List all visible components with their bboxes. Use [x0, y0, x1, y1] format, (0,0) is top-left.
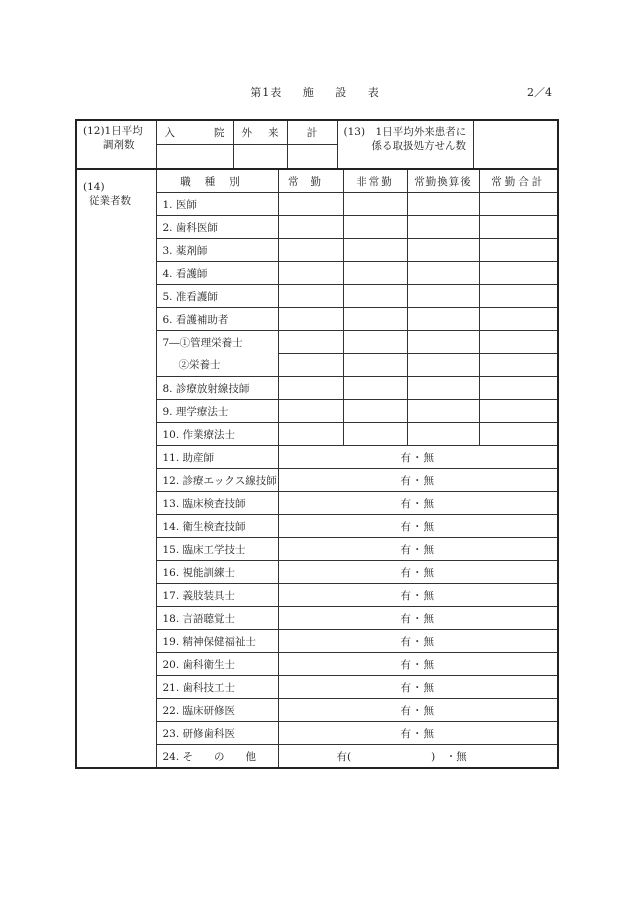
prescription-table: [75, 119, 559, 170]
table-row: 14. 衛生検査技師 有・無: [76, 515, 558, 538]
table-row: ②栄養士: [76, 354, 558, 377]
table-row: 11. 助産師 有・無: [76, 446, 558, 469]
table-row: 18. 言語聴覚士 有・無: [76, 607, 558, 630]
table-row: 3. 薬剤師: [76, 239, 558, 262]
table-row: 13. 臨床検査技師 有・無: [76, 492, 558, 515]
inpatient-value-cell[interactable]: [156, 145, 233, 170]
table-row: 24. そ の 他 有( ) ・無: [76, 745, 558, 769]
table-row: 16. 視能訓練士 有・無: [76, 561, 558, 584]
table-row: 19. 精神保健福祉士 有・無: [76, 630, 558, 653]
table-row: 9. 理学療法士: [76, 400, 558, 423]
table-row: 4. 看護師: [76, 262, 558, 285]
table-row: 17. 義肢装具士 有・無: [76, 584, 558, 607]
table-row: 21. 歯科技工士 有・無: [76, 676, 558, 699]
table-row: 12. 診療エックス線技師 有・無: [76, 469, 558, 492]
other-field[interactable]: 有( ) ・無: [278, 745, 558, 769]
table-row: 6. 看護補助者: [76, 308, 558, 331]
table-row: 10. 作業療法士: [76, 423, 558, 446]
item14-label: (14) 従業者数: [76, 169, 156, 768]
page-number: 2／4: [527, 86, 552, 99]
table-row: 22. 臨床研修医 有・無: [76, 699, 558, 722]
total-value-cell[interactable]: [287, 145, 337, 170]
page-title: 第1表 施 設 表: [250, 86, 380, 99]
table-row: 7―①管理栄養士: [76, 331, 558, 354]
table-row: 23. 研修歯科医 有・無: [76, 722, 558, 745]
table-row: 2. 歯科医師: [76, 216, 558, 239]
outpatient-value-cell[interactable]: [233, 145, 287, 170]
col-total: 計: [287, 120, 337, 145]
table-row: 5. 准看護師: [76, 285, 558, 308]
col-outpatient: 外来: [233, 120, 287, 145]
item12-label: (12)1日平均 調剤数: [76, 120, 156, 169]
staff-table: (14) 従業者数 職種別 常勤 非常勤 常勤換算後 常勤合計 1. 医師 2. 歯科医師 3. 薬剤師 4. 看護師 5. 准看護師 6. 看護補助者 7―①管理栄養士 ②栄養士 8. 診療放射線技師 9. 理学療法士 10. 作業療法士 11. 助産師 有・無 12. 診療エックス線技師 有・無 13. 臨床検査技師 有・無 14. 衛生検査技師 有・無 15. 臨床工学技士 有・無 16. 視能訓練士 有・無 17. 義肢装具士 有・無 18. 言語聴覚士 有・無 19. 精神保健福祉士 有・無 20. 歯科衛生士 有・無 21. 歯科技工士 有・無 22. 臨床研修医 有・無 23. 研修歯科医 有・無 24. そ の 他 有( ) ・無: [75, 168, 559, 769]
table-row: 1. 医師: [76, 193, 558, 216]
item13-value-cell[interactable]: [473, 120, 558, 169]
table-row: 20. 歯科衛生士 有・無: [76, 653, 558, 676]
col-inpatient: 入院: [156, 120, 233, 145]
item13-label: (13) 1日平均外来患者に 係る取扱処方せん数: [337, 120, 473, 169]
table-row: 15. 臨床工学技士 有・無: [76, 538, 558, 561]
table-row: 8. 診療放射線技師: [76, 377, 558, 400]
